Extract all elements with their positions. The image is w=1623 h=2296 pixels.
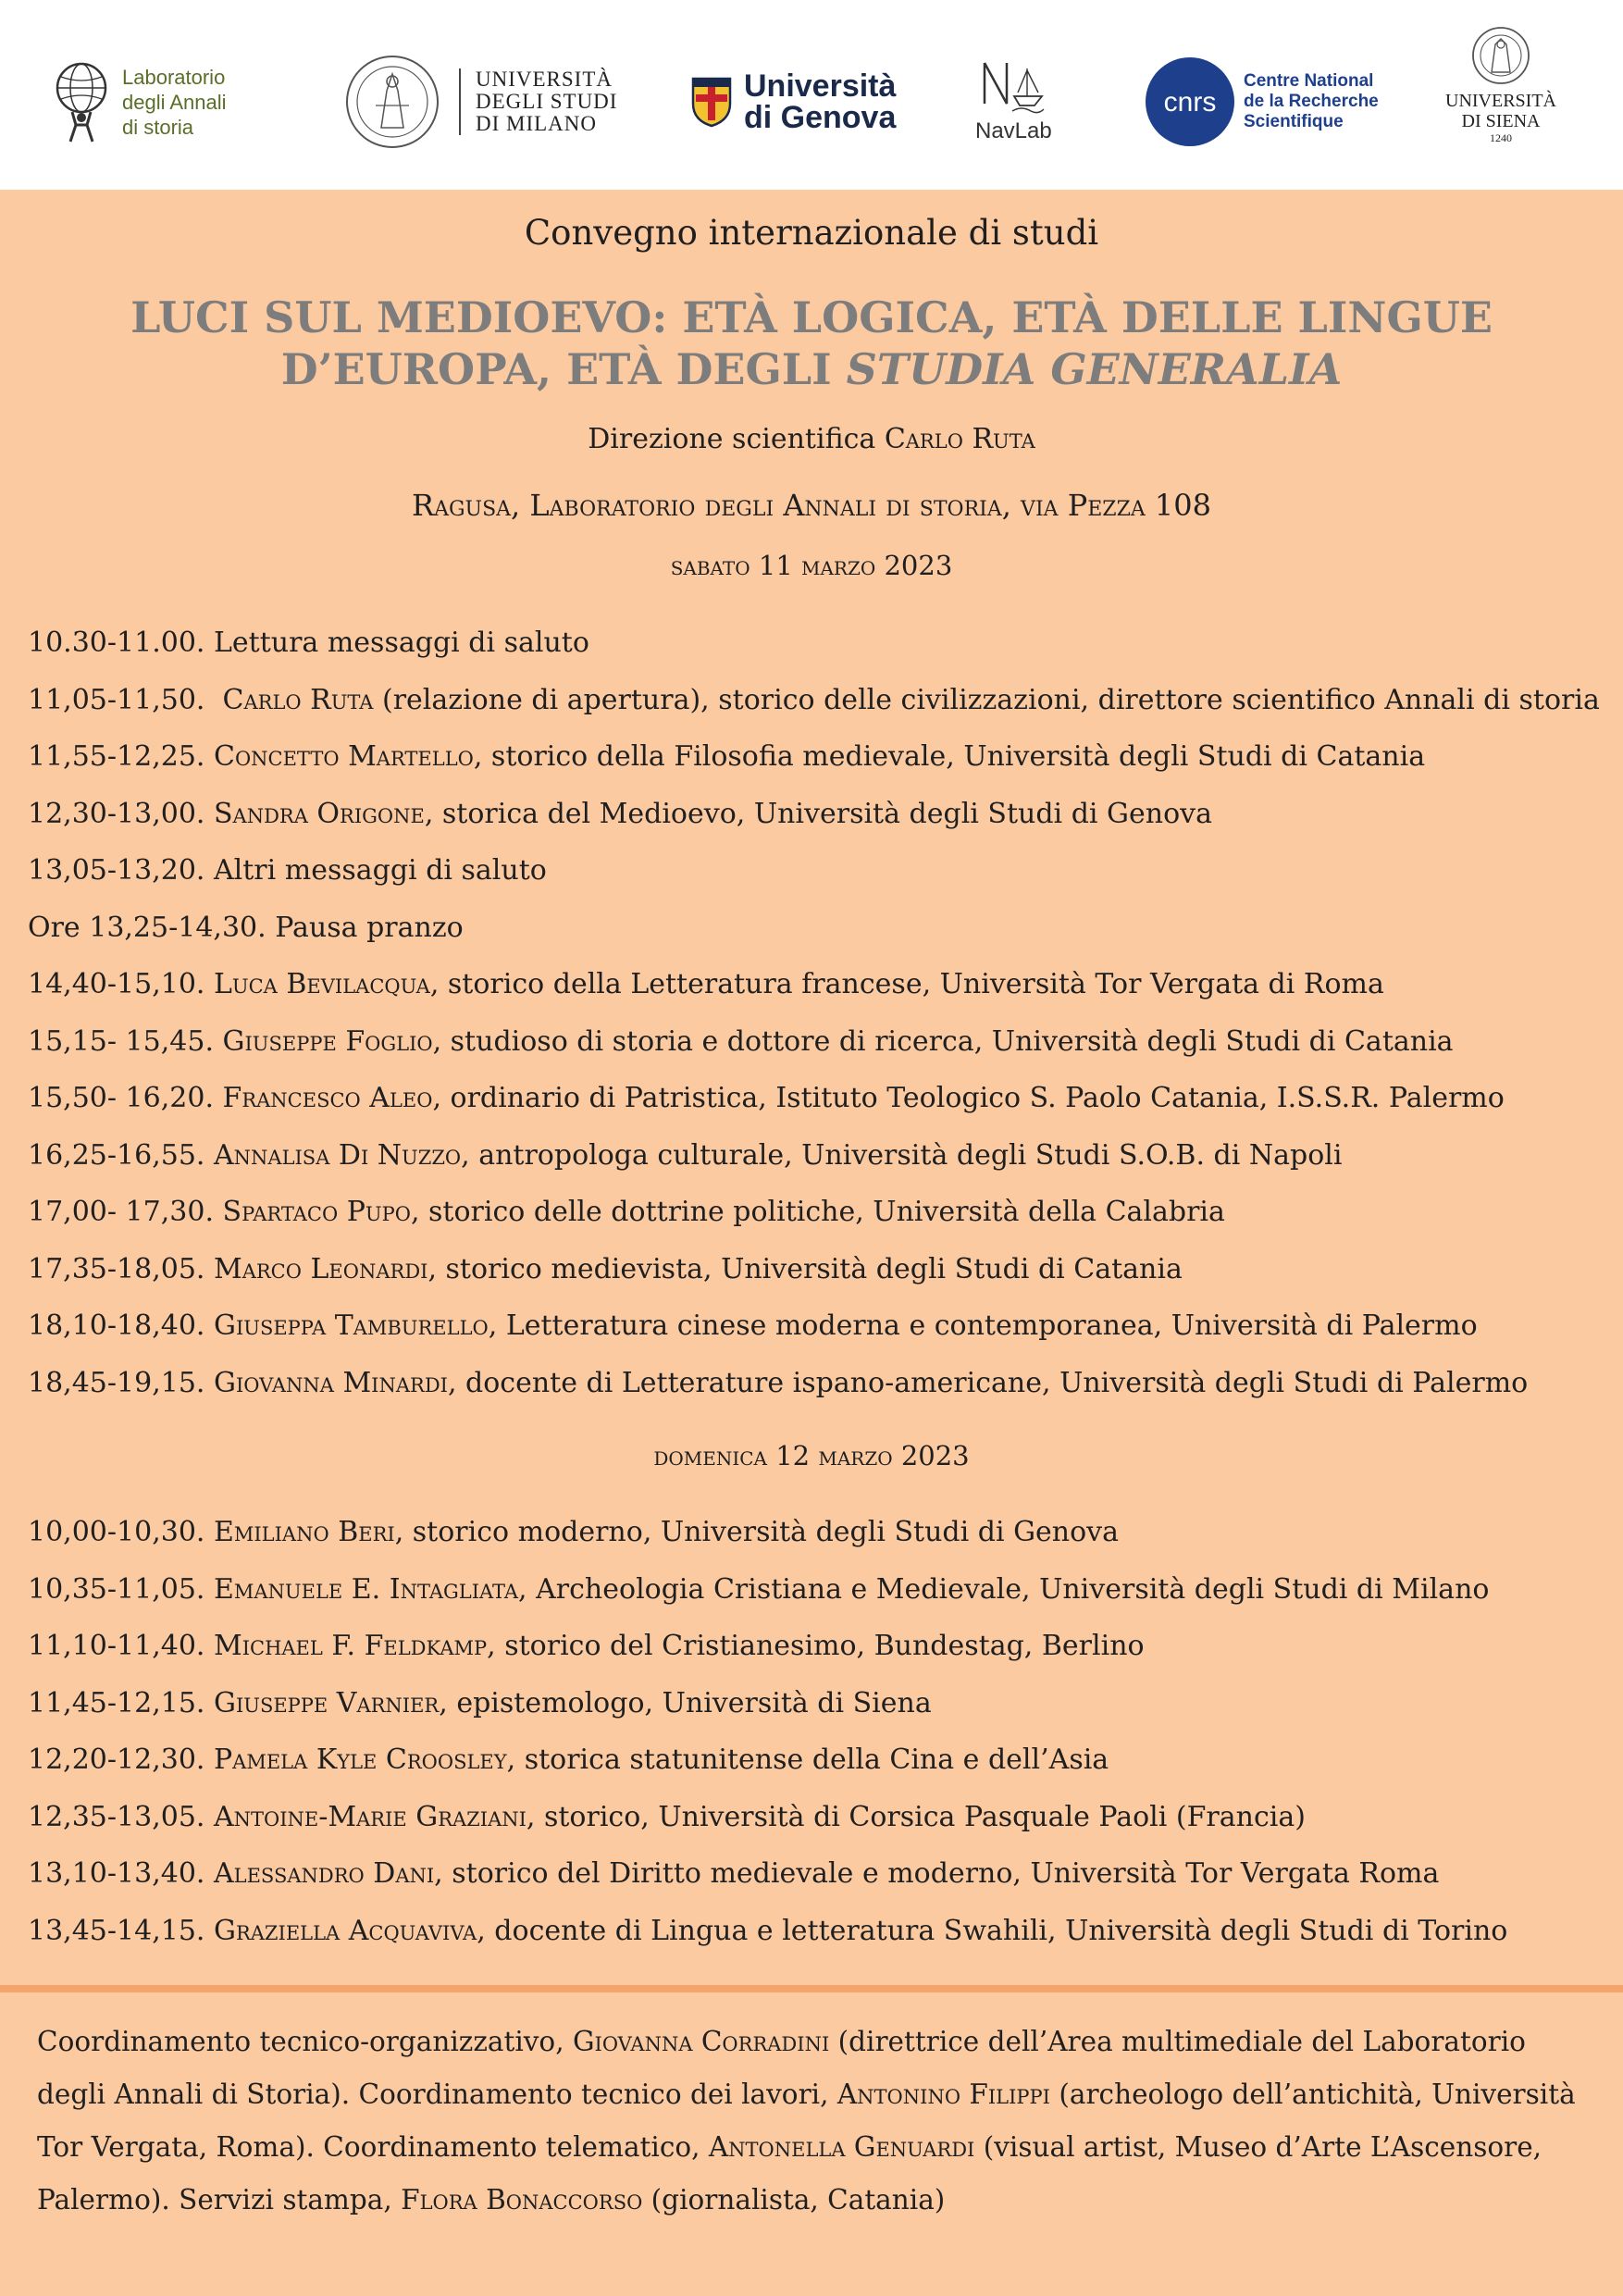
day2-program xyxy=(28,1504,1601,1959)
cnrs-badge-icon xyxy=(1144,56,1236,148)
speaker-name: Francesco Aleo xyxy=(222,1082,433,1114)
program-row xyxy=(28,1241,1601,1298)
program-row xyxy=(28,672,1601,729)
credits-text: (direttrice dell’Area multimediale del Laboratorio xyxy=(829,2026,1526,2057)
program-row xyxy=(28,1127,1601,1185)
day1-heading: sabato 11 marzo 2023 xyxy=(670,550,953,581)
session-description: , ordinario di Patristica, Istituto Teologico S. Paolo Catania, I.S.S.R. Palermo xyxy=(432,1082,1505,1114)
program-row xyxy=(28,1184,1601,1241)
session-time: 13,10-13,40. xyxy=(28,1857,214,1890)
credits-line-4 xyxy=(37,2174,1592,2227)
session-time: 10,35-11,05. xyxy=(28,1572,214,1606)
unige-line-2: di Genova xyxy=(744,100,897,135)
venue: Ragusa, Laboratorio degli Annali di storia, via Pezza 108 xyxy=(412,488,1211,523)
session-description: , storico del Cristianesimo, Bundestag, Berlino xyxy=(487,1630,1145,1662)
session-description: (relazione di apertura), storico delle civilizzazioni, direttore scientifico Annali di storia xyxy=(373,683,1600,716)
session-description: , storico delle dottrine politiche, Università della Calabria xyxy=(410,1196,1225,1228)
program-row xyxy=(28,956,1601,1013)
speaker-name: Alessandro Dani xyxy=(213,1857,435,1890)
credits-person: Antonino Filippi xyxy=(836,2079,1050,2110)
session-description: , docente di Letterature ispano-americane, Università degli Studi di Palermo xyxy=(447,1366,1529,1399)
speaker-name: Michael F. Feldkamp xyxy=(213,1630,488,1662)
day2-heading: domenica 12 marzo 2023 xyxy=(653,1440,970,1471)
credits-line-2 xyxy=(37,2068,1592,2121)
speaker-name: Pamela Kyle Croosley xyxy=(213,1744,507,1776)
session-description: , storica del Medioevo, Università degli Studi di Genova xyxy=(424,797,1212,830)
session-time: 12,35-13,05. xyxy=(28,1800,214,1833)
session-time: 17,35-18,05. xyxy=(28,1252,214,1285)
lab-line-1: Laboratorio xyxy=(122,65,226,89)
program-row xyxy=(28,786,1601,843)
session-description: , storico, Università di Corsica Pasquale Paoli (Francia) xyxy=(526,1800,1306,1833)
program-row xyxy=(28,728,1601,786)
session-description: , storica statunitense della Cina e dell’Asia xyxy=(506,1744,1109,1776)
speaker-name: Graziella Acquaviva xyxy=(213,1914,477,1947)
cnrs-line-3: Scientifique xyxy=(1244,112,1344,131)
conference-kicker: Convegno internazionale di studi xyxy=(524,213,1099,253)
session-time: 18,10-18,40. xyxy=(28,1309,214,1342)
session-description: , storico del Diritto medievale e moderno, Università Tor Vergata Roma xyxy=(434,1857,1440,1890)
speaker-name: Luca Bevilacqua xyxy=(213,968,430,1000)
session-description: Pausa pranzo xyxy=(275,911,464,944)
program-row xyxy=(28,1618,1601,1675)
logo-cnrs xyxy=(1144,51,1379,153)
logo-laboratorio-annali xyxy=(48,51,227,153)
session-time: 13,05-13,20. xyxy=(28,854,214,887)
logo-universita-siena xyxy=(1445,24,1556,144)
session-time: 12,20-12,30. xyxy=(28,1744,214,1776)
navlab-ship-icon xyxy=(981,59,1046,118)
credits-text: Palermo). Servizi stampa, xyxy=(37,2184,402,2215)
direction-name: Carlo Ruta xyxy=(884,423,1035,455)
speaker-name: Sandra Origone xyxy=(213,797,425,830)
credits-text: (giornalista, Catania) xyxy=(642,2184,946,2215)
speaker-name: Spartaco Pupo xyxy=(222,1196,411,1228)
cnrs-line-1: Centre National xyxy=(1244,71,1374,91)
speaker-name: Carlo Ruta xyxy=(222,683,374,716)
session-time: 15,15- 15,45. xyxy=(28,1024,223,1058)
session-time: Ore 13,25-14,30. xyxy=(28,911,276,944)
unige-line-1: Università xyxy=(744,68,897,104)
speaker-name: Giuseppe Varnier xyxy=(213,1686,440,1719)
credits-text: Tor Vergata, Roma). Coordinamento telematico, xyxy=(37,2131,709,2163)
session-time: 10,00-10,30. xyxy=(28,1516,214,1548)
session-description: , studioso di storia e dottore di ricerca, Università degli Studi di Catania xyxy=(432,1024,1454,1058)
speaker-name: Giuseppa Tamburello xyxy=(213,1309,489,1342)
session-time: 11,10-11,40. xyxy=(28,1630,214,1662)
siena-line-1: UNIVERSITÀ xyxy=(1445,91,1556,111)
session-time: 11,45-12,15. xyxy=(28,1686,214,1719)
logo-navlab xyxy=(975,51,1052,153)
title-line-1: LUCI SUL MEDIOEVO: ETÀ LOGICA, ETÀ DELLE LINGUE xyxy=(130,292,1493,342)
session-time: 13,45-14,15. xyxy=(28,1914,214,1947)
session-description: , storico moderno, Università degli Studi di Genova xyxy=(394,1516,1120,1548)
credits-text: degli Annali di Storia). Coordinamento tecnico dei lavori, xyxy=(37,2079,837,2110)
footer-separator xyxy=(0,1985,1623,1992)
credits-text: (visual artist, Museo d’Arte L’Ascensore, xyxy=(974,2131,1542,2163)
credits-person: Antonella Genuardi xyxy=(708,2131,975,2163)
credits-line-3 xyxy=(37,2121,1592,2174)
credits-text: Coordinamento tecnico-organizzativo, xyxy=(37,2026,573,2057)
credits-text: (archeologo dell’antichità, Università xyxy=(1049,2079,1576,2110)
program-row xyxy=(28,900,1601,957)
logo-universita-genova xyxy=(690,51,896,153)
siena-line-2: DI SIENA xyxy=(1461,111,1541,131)
unimi-seal-icon xyxy=(344,54,440,150)
logo-header xyxy=(0,0,1623,190)
unige-shield-icon xyxy=(690,76,733,128)
session-description: , storico della Filosofia medievale, Università degli Studi di Catania xyxy=(473,740,1426,773)
session-time: 11,05-11,50. xyxy=(28,683,223,716)
speaker-name: Marco Leonardi xyxy=(213,1252,428,1285)
credits-block xyxy=(37,2016,1592,2227)
unimi-line-1: UNIVERSITÀ xyxy=(476,68,613,91)
program-row xyxy=(28,1789,1601,1846)
program-row xyxy=(28,1013,1601,1071)
session-time: 11,55-12,25. xyxy=(28,740,214,773)
session-description: , storico medievista, Università degli Studi di Catania xyxy=(427,1252,1183,1285)
session-description: , antropologa culturale, Università degli Studi S.O.B. di Napoli xyxy=(461,1138,1343,1172)
speaker-name: Antoine-Marie Graziani xyxy=(213,1800,527,1833)
session-time: 15,50- 16,20. xyxy=(28,1082,223,1114)
session-time: 10.30-11.00. xyxy=(28,627,214,659)
title-line-2-plain: D’EUROPA, ETÀ DEGLI xyxy=(280,344,847,394)
speaker-name: Emanuele E. Intagliata xyxy=(213,1572,519,1606)
session-time: 17,00- 17,30. xyxy=(28,1196,223,1228)
cnrs-mark: cnrs xyxy=(1163,87,1217,118)
session-description: , storico della Letteratura francese, Università Tor Vergata di Roma xyxy=(429,968,1384,1000)
session-description: , Archeologia Cristiana e Medievale, Università degli Studi di Milano xyxy=(518,1572,1490,1606)
speaker-name: Giuseppe Foglio xyxy=(222,1024,433,1058)
speaker-name: Concetto Martello xyxy=(213,740,474,773)
session-time: 16,25-16,55. xyxy=(28,1138,214,1172)
credits-line-1 xyxy=(37,2016,1592,2068)
unimi-line-3: DI MILANO xyxy=(476,112,598,135)
program-row xyxy=(28,1731,1601,1789)
program-row xyxy=(28,1504,1601,1561)
session-time: 18,45-19,15. xyxy=(28,1366,214,1399)
speaker-name: Giovanna Minardi xyxy=(213,1366,448,1399)
session-description: Altri messaggi di saluto xyxy=(213,854,547,887)
conference-title xyxy=(0,292,1623,395)
lab-line-3: di storia xyxy=(122,115,194,139)
unimi-line-2: DEGLI STUDI xyxy=(476,90,618,113)
program-row xyxy=(28,1070,1601,1127)
navlab-label: NavLab xyxy=(975,118,1052,143)
credits-person: Giovanna Corradini xyxy=(572,2026,830,2057)
session-description: Lettura messaggi di saluto xyxy=(213,627,589,659)
program-row xyxy=(28,1355,1601,1412)
speaker-name: Annalisa Di Nuzzo xyxy=(213,1138,462,1172)
program-row xyxy=(28,1561,1601,1619)
scientific-direction xyxy=(0,423,1623,455)
program-row xyxy=(28,1845,1601,1903)
program-row xyxy=(28,1903,1601,1960)
siena-seal-icon xyxy=(1471,24,1530,91)
speaker-name: Emiliano Beri xyxy=(213,1516,395,1548)
session-time: 14,40-15,10. xyxy=(28,968,214,1000)
program-row xyxy=(28,842,1601,900)
direction-label: Direzione scientifica xyxy=(588,423,885,455)
title-line-2 xyxy=(0,343,1623,395)
atlas-globe-icon xyxy=(48,60,115,143)
title-line-2-italic: STUDIA GENERALIA xyxy=(846,344,1343,394)
session-description: , Letteratura cinese moderna e contemporanea, Università di Palermo xyxy=(488,1309,1478,1342)
program-row xyxy=(28,1297,1601,1355)
siena-year: 1240 xyxy=(1490,131,1512,144)
day1-program xyxy=(28,614,1601,1411)
session-description: , docente di Lingua e letteratura Swahili, Università degli Studi di Torino xyxy=(477,1914,1508,1947)
program-row xyxy=(28,1675,1601,1732)
program-row xyxy=(28,614,1601,672)
credits-person: Flora Bonaccorso xyxy=(401,2184,643,2215)
session-time: 12,30-13,00. xyxy=(28,797,214,830)
session-description: , epistemologo, Università di Siena xyxy=(439,1686,932,1719)
logo-universita-milano xyxy=(344,51,617,153)
cnrs-line-2: de la Recherche xyxy=(1244,92,1379,111)
lab-line-2: degli Annali xyxy=(122,90,227,114)
